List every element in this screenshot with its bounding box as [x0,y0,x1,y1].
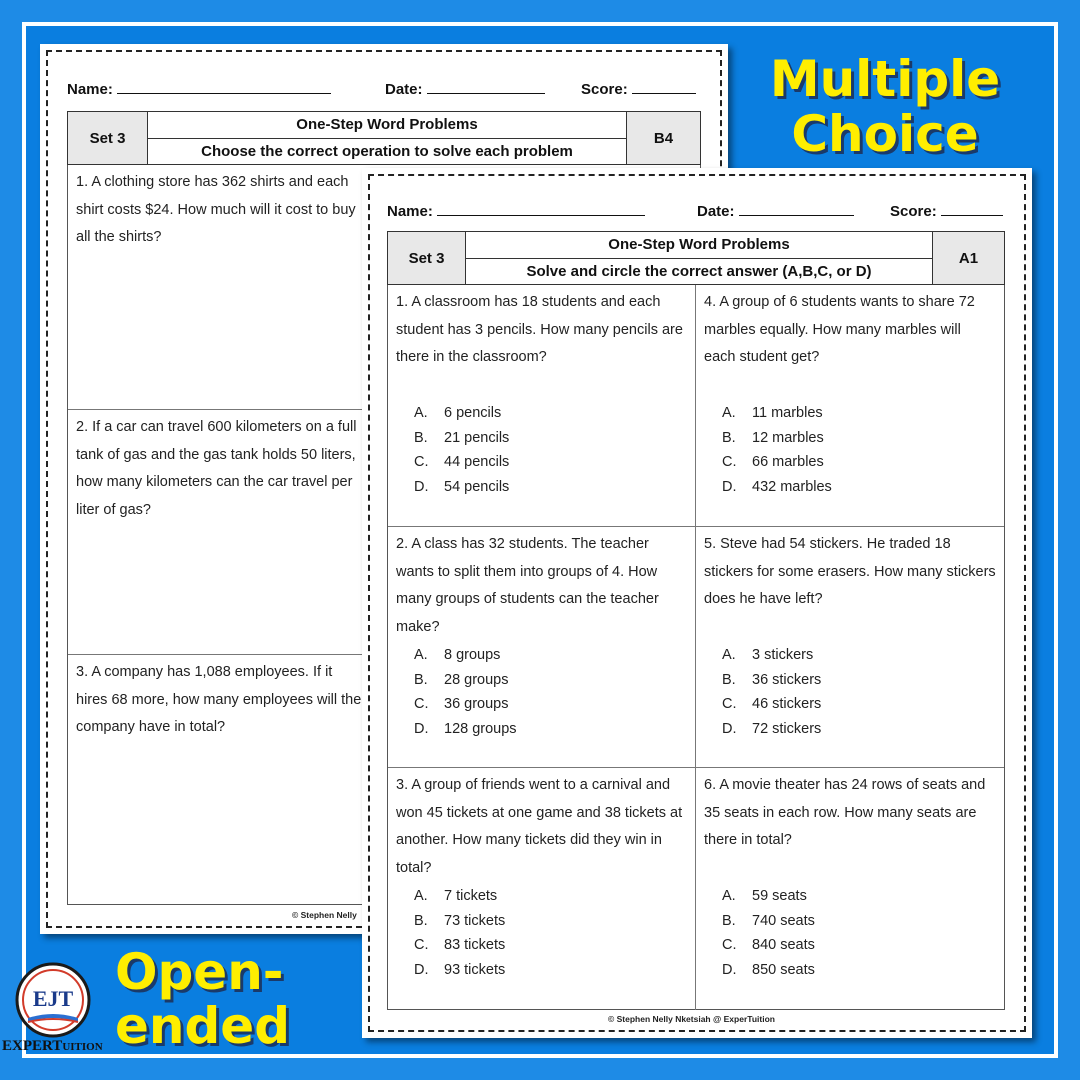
answer-option[interactable]: B. 21 pencils [414,429,510,446]
question-cell [696,768,1004,1010]
score-field: Score: [581,80,696,98]
answer-option[interactable]: C. 66 marbles [722,454,824,470]
question-cell [388,527,696,768]
worksheet-code: A1 [932,232,1004,284]
name-line [437,202,645,216]
date-field: Date: [385,80,545,98]
worksheet-title: One-Step Word Problems [466,232,932,259]
worksheet-code: B4 [626,112,700,164]
expertuition-logo [0,960,112,1060]
answer-option[interactable]: D. 850 seats [722,961,815,978]
set-label: Set 3 [388,232,466,284]
title-center [148,112,626,164]
copyright-footer: © Stephen Nelly Nketsiah @ ExperTuition [608,1014,775,1024]
answer-option[interactable]: A. 3 stickers [722,647,814,663]
date-line [739,202,854,216]
question-cell: 2. If a car can travel 600 kilometers on a full tank of gas and the gas tank holds 50 liters, how many kilometers can the car travel per liter of gas? [68,410,700,655]
worksheet-instructions: Choose the correct operation to solve each problem [201,142,573,160]
answer-option[interactable]: C. 44 pencils [414,454,510,470]
answer-option[interactable]: B. 36 stickers [722,671,822,688]
name-field: Name: [67,80,331,98]
answer-options [704,643,996,741]
question-cell: 1. A clothing store has 362 shirts and each shirt costs $24. How much will it cost to buy all the shirts? [68,165,700,410]
question-cell [388,768,696,1010]
open-ended-label: Open- ended [115,943,290,1055]
answer-option[interactable]: A. 6 pencils [414,405,502,421]
copyright-footer: © Stephen Nelly [292,910,357,920]
question-text: 2. A class has 32 students. The teacher wants to split them into groups of 4. How many groups of students can the teacher make? [396,536,659,635]
question-text: 5. Steve had 54 stickers. He traded 18 stickers for some erasers. How many stickers does he have left? [704,536,996,607]
answer-option[interactable]: C. 840 seats [722,937,815,953]
question-text: 4. A group of 6 students wants to share 72 marbles equally. How many marbles will each student get? [704,294,975,365]
logo-brand-text: EXPERTUITION [2,1038,103,1054]
title-center [466,232,932,284]
answer-options [704,401,996,499]
multiple-choice-worksheet [362,168,1032,1038]
answer-option[interactable]: B. 740 seats [722,912,815,929]
set-label: Set 3 [68,112,148,164]
answer-option[interactable]: D. 128 groups [414,720,517,737]
worksheet-title: One-Step Word Problems [148,112,626,139]
name-field: Name: [387,202,645,220]
question-cell [696,527,1004,768]
logo-emblem-icon [0,960,112,1040]
answer-option[interactable]: B. 73 tickets [414,912,506,929]
question-text: 3. A group of friends went to a carnival and won 45 tickets at one game and 38 tickets at another. How many tickets did they win in total? [396,777,683,876]
answer-option[interactable]: B. 28 groups [414,671,509,688]
date-line [427,80,545,94]
score-field: Score: [890,202,1003,220]
score-line [941,202,1003,216]
answer-option[interactable]: C. 36 groups [414,696,509,712]
answer-option[interactable]: A. 8 groups [414,647,501,663]
svg-text:EJT: EJT [32,986,74,1011]
answer-option[interactable]: D. 93 tickets [414,961,506,978]
answer-option[interactable]: D. 432 marbles [722,478,832,495]
name-line [117,80,331,94]
worksheet-instructions: Solve and circle the correct answer (A,B,C, or D) [526,262,872,280]
score-line [632,80,696,94]
answer-option[interactable]: C. 46 stickers [722,696,822,712]
answer-option[interactable]: D. 72 stickers [722,720,822,737]
worksheet-title-box [387,231,1005,285]
answer-options [396,643,687,741]
worksheet-title-box [67,111,701,165]
answer-options [396,401,687,499]
answer-options [704,884,996,982]
answer-option[interactable]: A. 7 tickets [414,888,498,904]
answer-option[interactable]: A. 11 marbles [722,405,823,421]
question-cell: 3. A company has 1,088 employees. If it hires 68 more, how many employees will the company have in total? [76,664,362,735]
question-text: 6. A movie theater has 24 rows of seats and 35 seats in each row. How many seats are there in total? [704,777,986,848]
date-field: Date: [697,202,854,220]
answer-option[interactable]: C. 83 tickets [414,937,506,953]
multiple-choice-grid [387,285,1005,1010]
answer-option[interactable]: D. 54 pencils [414,478,510,495]
multiple-choice-label: Multiple Choice [769,50,1001,163]
answer-option[interactable]: A. 59 seats [722,888,807,904]
answer-option[interactable]: B. 12 marbles [722,429,824,446]
question-cell [388,285,696,527]
question-cell [696,285,1004,527]
question-text: 1. A classroom has 18 students and each student has 3 pencils. How many pencils are there in the classroom? [396,294,683,365]
answer-options [396,884,687,982]
